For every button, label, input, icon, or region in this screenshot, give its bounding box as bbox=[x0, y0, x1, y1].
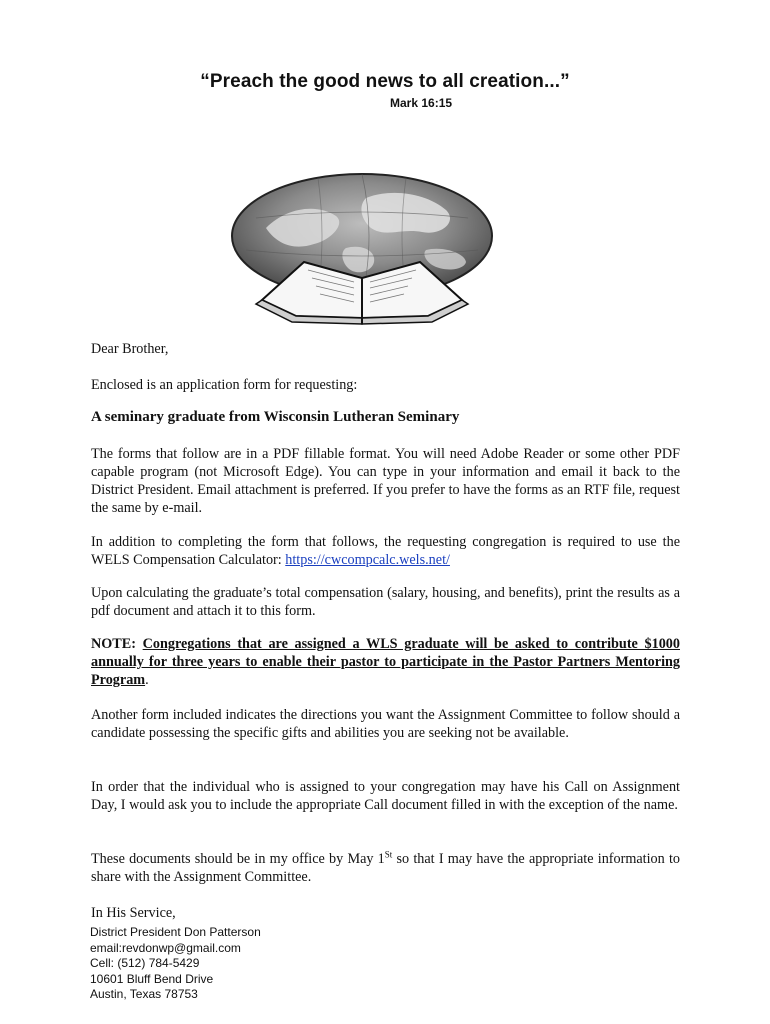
deadline-paragraph bbox=[91, 850, 680, 886]
signature-cell: Cell: (512) 784-5429 bbox=[90, 956, 200, 970]
deadline-superscript: St bbox=[384, 849, 393, 860]
scripture-quote: “Preach the good news to all creation...” bbox=[200, 71, 570, 92]
compensation-calculator-link[interactable]: https://cwcompcalc.wels.net/ bbox=[285, 552, 450, 568]
deadline-before: These documents should be in my office by May 1 bbox=[91, 851, 385, 867]
calculator-text: In addition to completing the form that follows, the requesting congregation is required to use the WELS Compensation Calculator: bbox=[91, 534, 680, 568]
request-heading: A seminary graduate from Wisconsin Lutheran Seminary bbox=[91, 409, 460, 425]
note-end: . bbox=[145, 672, 149, 688]
directions-paragraph: Another form included indicates the directions you want the Assignment Committee to follow should a candidate possessing the specific gifts and abilities you are seeking not be available. bbox=[91, 707, 680, 741]
signature-email: email:revdonwp@gmail.com bbox=[90, 940, 241, 955]
forms-paragraph: The forms that follow are in a PDF fillable format. You will need Adobe Reader or some other PDF capable program (not Microsoft Edge). You can type in your information and email it back to the District President. Email attachment is preferred. If you prefer to have the forms as an RTF file, request the same by e-mail. bbox=[91, 446, 680, 516]
call-paragraph: In order that the individual who is assigned to your congregation may have his Call on Assignment Day, I would ask you to include the appropriate Call document filled in with the exception of the name. bbox=[91, 779, 680, 813]
note-label: NOTE: bbox=[91, 636, 143, 652]
note-body: Congregations that are assigned a WLS graduate will be asked to contribute $1000 annually for three years to enable their pastor to participate in the Pastor Partners Mentoring Program bbox=[91, 636, 680, 688]
calculator-paragraph bbox=[91, 533, 680, 569]
intro-line: Enclosed is an application form for requesting: bbox=[91, 377, 358, 393]
deadline-after: so that I may have the appropriate information to share with the Assignment Committee. bbox=[91, 851, 680, 885]
note-paragraph bbox=[91, 635, 680, 689]
salutation: Dear Brother, bbox=[91, 341, 169, 357]
compensation-paragraph: Upon calculating the graduate’s total compensation (salary, housing, and benefits), print the results as a pdf document and attach it to this form. bbox=[91, 585, 680, 619]
signature-street: 10601 Bluff Bend Drive bbox=[90, 971, 214, 986]
signature-block bbox=[90, 925, 261, 1003]
scripture-reference: Mark 16:15 bbox=[390, 96, 453, 110]
closing-line: In His Service, bbox=[91, 905, 176, 921]
signature-name: District President Don Patterson bbox=[90, 925, 261, 939]
globe-and-open-bible-icon bbox=[226, 158, 498, 326]
signature-city: Austin, Texas 78753 bbox=[90, 987, 198, 1001]
